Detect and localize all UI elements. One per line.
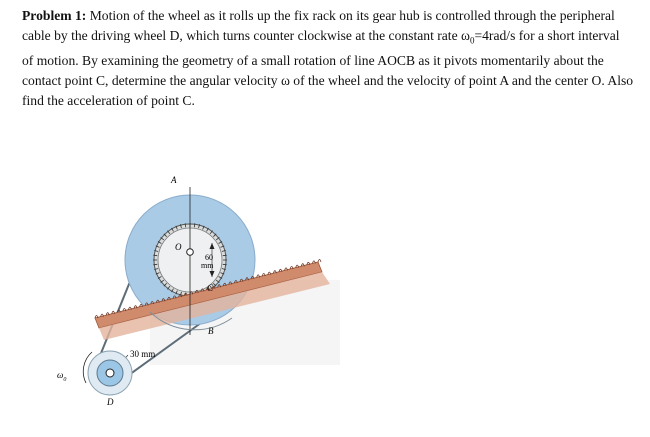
dim-60-value: 60 xyxy=(205,253,213,262)
hub-tooth xyxy=(223,264,227,265)
hub-tooth xyxy=(153,264,157,265)
problem-text-part2: =4rad/s for a short interval of motion. By examining the geometry of a small rotation of line AOCB as it pivots momentarily about the contact point C, determine the angular velocity ω of the wheel and the velocity of point A and the center O. Also find the acceleration of point C. xyxy=(22,27,634,108)
omega0-subscript: 0 xyxy=(469,35,475,46)
problem-title: Problem 1: xyxy=(22,8,87,23)
dim-60-unit: mm xyxy=(201,261,214,270)
problem-text-part1: Motion of the wheel as it rolls up the fix rack on its gear hub is controlled through the peripheral cable by the driving wheel D, which turns counter clockwise at the constant rate ω xyxy=(22,8,615,43)
rack-tooth xyxy=(318,260,321,263)
center-o-marker xyxy=(187,249,194,256)
label-omega0: $\omega_0$ xyxy=(57,370,67,383)
dim-30-label: 30 mm xyxy=(130,349,156,359)
label-d: D xyxy=(107,397,114,407)
hub-tooth xyxy=(194,223,195,227)
label-b: B xyxy=(208,326,214,336)
label-o: O xyxy=(175,242,182,252)
label-a: A xyxy=(171,175,177,185)
label-c: C xyxy=(207,283,214,293)
hub-tooth xyxy=(153,255,157,256)
hub-tooth xyxy=(223,255,227,256)
drive-wheel-d xyxy=(83,351,132,395)
hub-tooth xyxy=(185,223,186,227)
